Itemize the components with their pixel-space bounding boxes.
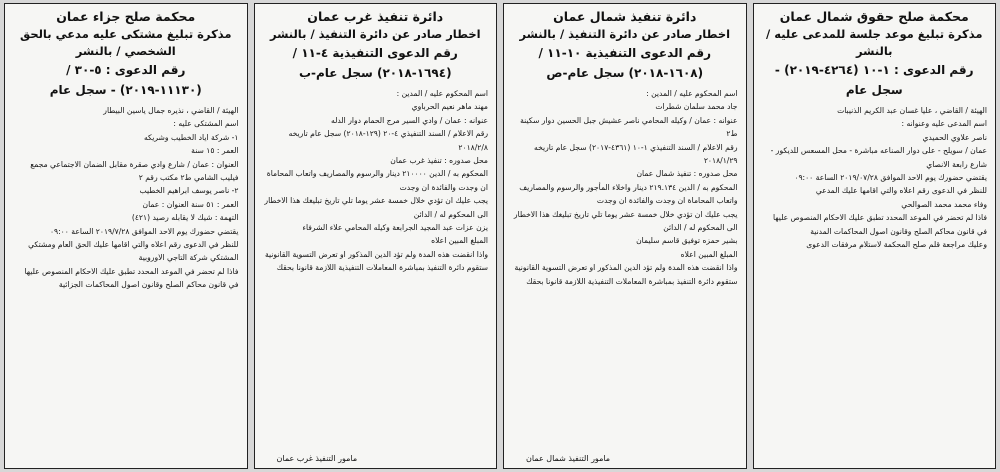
body-line: فاذا لم تحضر في الموعد المحدد تطبق عليك الاحكام المنصوص عليها في قانون محاكم الصلح وقانون اصول المحاكمات المدنية bbox=[772, 213, 987, 236]
body-line: يجب عليك ان تؤدي خلال خمسة عشر يوما تلي تاريخ تبليغك هذا الاخطار الى المحكوم له / الدائن bbox=[264, 196, 488, 219]
body-line: مهند ماهر نعيم الحرباوي bbox=[411, 102, 488, 112]
body-line: العمر : ١٥ سنة bbox=[191, 146, 239, 156]
notice-case-year: (١٦٠٨-٢٠١٨) سجل عام-ص bbox=[546, 66, 704, 80]
notice-north-amman-civil bbox=[753, 3, 997, 469]
body-line: يقتضي حضورك يوم الاحد الموافق ٢٠١٩/٠٧/٢٨ الساعة ٠٩:٠٠ bbox=[794, 173, 987, 183]
body-line: بشير حمزه توفيق قاسم سليمان bbox=[636, 236, 738, 246]
notice-case-number: رقم الدعوى التنفيذية ٤-١١ / bbox=[292, 46, 458, 60]
body-line: ١- شركة اياد الخطيب وشريكه bbox=[143, 132, 239, 142]
notice-case-year: سجل عام bbox=[845, 83, 903, 97]
body-line: رقم الاعلام / السند التنفيذي ٤-٢٠ (١٢٩-٢٠١٨) سجل عام تاريخه ٢٠١٨/٢/٨ bbox=[288, 129, 488, 152]
notice-amman-criminal bbox=[4, 3, 248, 469]
body-line: رقم الاعلام / السند التنفيذي ١-١٠ (٤٣٦١-٢٠١٧) سجل عام تاريخه ٢٠١٨/١/٢٩ bbox=[534, 142, 738, 166]
notice-case-number: رقم الدعوى : ١-١٠ (٤٢٦٤-٢٠١٩) - bbox=[774, 63, 974, 77]
body-line: اسم المشتكى عليه : bbox=[173, 119, 239, 129]
body-line: محل صدوره : تنفيذ غرب عمان bbox=[390, 156, 488, 166]
body-line: ٢- ناصر يوسف ابراهيم الخطيب bbox=[139, 186, 239, 196]
body-line: فاذا لم تحضر في الموعد المحدد تطبق عليك الاحكام المنصوص عليها في قانون محاكم الصلح وقانون اصول المحاكمات الجزائية bbox=[24, 266, 239, 290]
notice-subject: اخطار صادر عن دائرة التنفيذ / بالنشر bbox=[519, 27, 731, 41]
notice-body bbox=[263, 87, 489, 275]
notice-subject: اخطار صادر عن دائرة التنفيذ / بالنشر bbox=[269, 27, 481, 41]
notice-west-amman-execution bbox=[254, 3, 498, 469]
body-line: المبلغ المبين اعلاه bbox=[431, 236, 488, 246]
body-line: للنظر في الدعوى رقم اعلاه والتي اقامها عليك الحق العام ومشتكي المشتكي شركة التاجي الاوروبية bbox=[28, 240, 239, 263]
body-line: عمان / سويلح - على دوار الصناعه مباشرة - محل المسعس للديكور - شارع رابعة الانصاي bbox=[770, 146, 987, 169]
body-line: يجب عليك ان تؤدي خلال خمسة عشر يوما تلي تاريخ تبليغك هذا الاخطار الى المحكوم له / الدائن bbox=[513, 209, 738, 233]
body-line: جاد محمد سلمان شطرات bbox=[655, 102, 738, 112]
body-line: المحكوم به / الدين ٢١٠٠٠٠ دينار والرسوم والمصاريف واتعاب المحاماة ان وجدت والفائدة ان وجدت bbox=[266, 169, 488, 192]
notice-subject: مذكرة تبليغ موعد جلسة للمدعى عليه / بالنشر bbox=[766, 27, 983, 58]
body-line: محل صدوره : تنفيذ شمال عمان bbox=[636, 169, 738, 179]
body-line: وعليك مراجعة قلم صلح المحكمة لاستلام مرفقات الدعوى bbox=[806, 240, 987, 250]
notice-signoff: مامور التنفيذ شمال عمان bbox=[526, 454, 611, 463]
body-line: اسم المحكوم عليه / المدين : bbox=[646, 89, 738, 98]
body-line: المحكوم به / الدين ٢١٩.١٣٤ دينار واخلاء المأجور والرسوم والمصاريف واتعاب المحاماة ان وجدت والفائدة ان وجدت bbox=[519, 182, 738, 206]
notice-case-number: رقم الدعوى التنفيذية ١٠-١١ / bbox=[538, 46, 711, 60]
body-line: التهمة : شيك لا يقابله رصيد (٤٢١) bbox=[131, 213, 239, 223]
body-line: للنظر في الدعوى رقم اعلاه والتي اقامها عليك المدعي bbox=[815, 186, 987, 196]
notice-case-year: (١١١٣٠-٢٠١٩) - سجل عام bbox=[49, 83, 202, 97]
notice-north-amman-execution bbox=[503, 3, 747, 469]
body-line: ناصر علاوي الحميدي bbox=[922, 132, 987, 142]
notice-court-title: دائرة تنفيذ شمال عمان bbox=[553, 9, 697, 24]
notice-body bbox=[13, 104, 239, 292]
body-line: يزن عزات عبد المجيد الجرابعة وكيله المحامي علاء الشرفاء bbox=[302, 223, 488, 233]
body-line: العنوان : عمان / شارع وادي صقرة مقابل الضمان الاجتماعي مجمع فيليب الشامي ط٢ مكتب رقم ٢ bbox=[30, 159, 239, 183]
notice-court-title: دائرة تنفيذ غرب عمان bbox=[307, 9, 444, 24]
body-line: الهيئة / القاضي ، عليا غسان عبد الكريم الذنيبات bbox=[837, 106, 987, 115]
notice-court-title: محكمة صلح جزاء عمان bbox=[56, 9, 196, 24]
body-line: العمر : ٥١ سنة العنوان : عمان bbox=[142, 199, 239, 209]
body-line: عنوانه : عمان / وكيله المحامي ناصر عشيش جبل الحسين دوار سكينة ط٢ bbox=[520, 115, 738, 139]
notice-signoff: مامور التنفيذ غرب عمان bbox=[276, 454, 358, 463]
body-line: وفاء محمد محمد الصوالحي bbox=[901, 199, 987, 209]
notice-case-number: رقم الدعوى : ٥-٣٠ / bbox=[66, 63, 186, 77]
notice-body bbox=[762, 104, 988, 251]
notice-body bbox=[512, 87, 738, 288]
body-line: الهيئة / القاضي ، نذيره جمال ياسين البيطار bbox=[103, 106, 239, 115]
body-line: المبلغ المبين اعلاه bbox=[680, 249, 738, 259]
notice-subject: مذكرة تبليغ مشتكى عليه مدعي بالحق الشخصي / بالنشر bbox=[19, 27, 232, 58]
body-line: يقتضي حضورك يوم الاحد الموافق ٢٠١٩/٧/٢٨ الساعة ٠٩:٠٠ bbox=[49, 226, 239, 236]
body-line: عنوانه : عمان / وادي السير مرج الحمام دوار الدله bbox=[331, 115, 488, 125]
body-line: واذا انقضت هذه المدة ولم تؤد الدين المذكور او تعرض التسوية القانونية ستقوم دائرة التنفيذ بمباشرة المعاملات التنفيذية اللازمة قانونا بحقك bbox=[514, 263, 738, 286]
notice-court-title: محكمة صلح حقوق شمال عمان bbox=[779, 9, 969, 24]
body-line: واذا انقضت هذه المدة ولم تؤد الدين المذكور او تعرض التسوية القانونية ستقوم دائرة التنفيذ بمباشرة المعاملات التنفيذية اللازمة قانونا بحقك bbox=[264, 249, 488, 273]
body-line: اسم المحكوم عليه / المدين : bbox=[396, 89, 488, 98]
body-line: اسم المدعى عليه وعنوانه : bbox=[901, 119, 987, 129]
notice-case-year: (١٦٩٤-٢٠١٨) سجل عام-ب bbox=[298, 66, 452, 80]
